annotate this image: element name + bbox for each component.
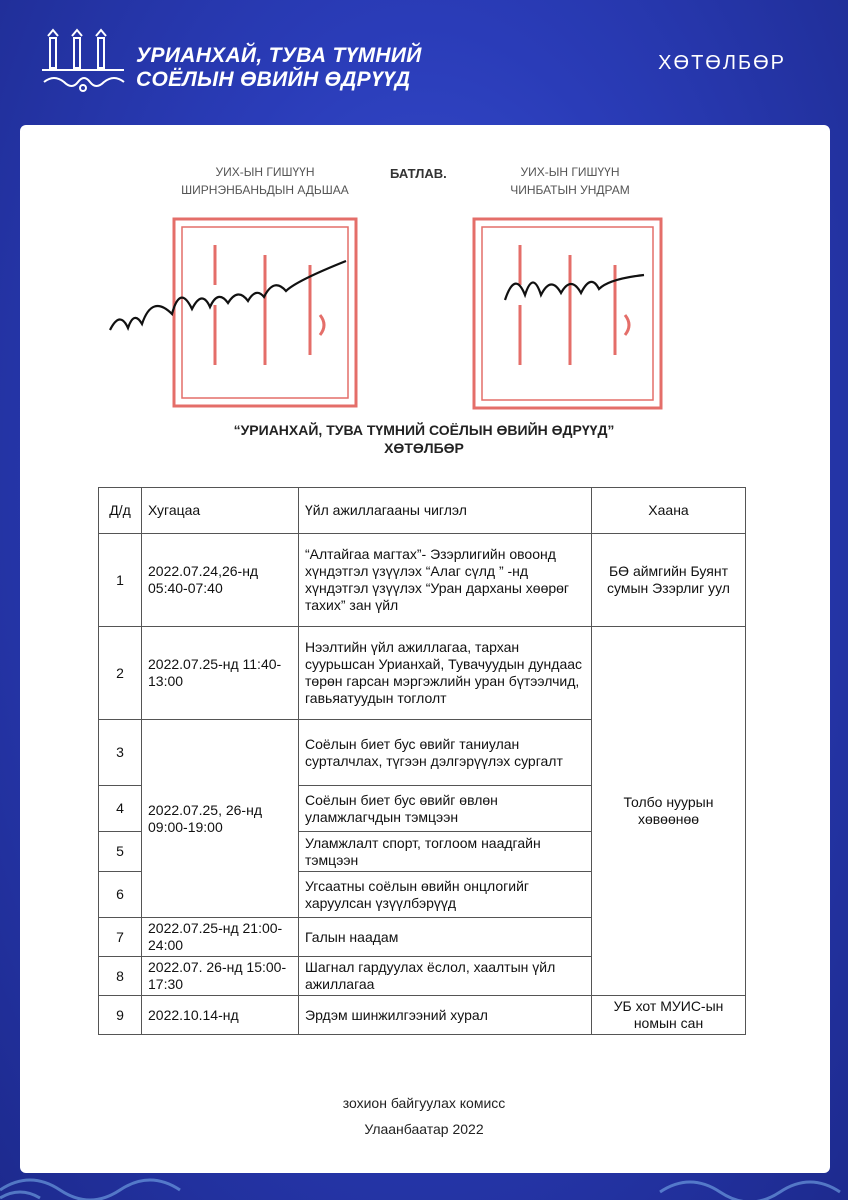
table-row <box>99 627 746 720</box>
brand-line-2: СОЁЛЫН ӨВИЙН ӨДРҮҮД <box>136 68 411 91</box>
row-time: 2022.07.25, 26-нд 09:00-19:00 <box>142 720 299 918</box>
document-title: “УРИАНХАЙ, ТУВА ТҮМНИЙ СОЁЛЫН ӨВИЙН ӨДРҮҮД” <box>233 422 615 438</box>
row-activity: Эрдэм шинжилгээний хурал <box>299 996 592 1035</box>
brand-line-1: УРИАНХАЙ, ТУВА ТҮМНИЙ <box>136 44 422 67</box>
schedule-table <box>98 487 746 1035</box>
row-number: 7 <box>99 918 142 957</box>
row-number: 1 <box>99 534 142 627</box>
row-time: 2022.07.25-нд 11:40-13:00 <box>142 627 299 720</box>
header-place: Хаана <box>592 488 746 534</box>
row-number: 4 <box>99 786 142 832</box>
row-number: 6 <box>99 872 142 918</box>
header-activity: Үйл ажиллагааны чиглэл <box>299 488 592 534</box>
row-activity: Галын наадам <box>299 918 592 957</box>
row-activity: Уламжлалт спорт, тоглоом наадгайн тэмцээн <box>299 832 592 872</box>
decorative-waves-icon <box>0 1110 848 1200</box>
row-time: 2022.10.14-нд <box>142 996 299 1035</box>
document-subtitle: ХӨТӨЛБӨР <box>384 440 464 456</box>
row-place: УБ хот МУИС-ын номын сан <box>592 996 746 1035</box>
row-number: 8 <box>99 957 142 996</box>
right-signatory-name: ЧИНБАТЫН УНДРАМ <box>510 183 630 197</box>
row-number: 5 <box>99 832 142 872</box>
row-place: БӨ аймгийн Буянт сумын Эзэрлиг уул <box>592 534 746 627</box>
footer-location-year: Улаанбаатар 2022 <box>364 1121 484 1137</box>
table-row <box>99 534 746 627</box>
page-header <box>0 0 848 125</box>
left-signatory-name: ШИРНЭНБАНЬДЫН АДЬШАА <box>181 183 349 197</box>
row-time: 2022.07.25-нд 21:00-24:00 <box>142 918 299 957</box>
approve-label: БАТЛАВ. <box>390 166 447 181</box>
row-time: 2022.07. 26-нд 15:00-17:30 <box>142 957 299 996</box>
brand-title <box>136 44 422 92</box>
right-signatory <box>470 163 670 199</box>
left-signatory-title: УИХ-ЫН ГИШҮҮН <box>215 165 315 179</box>
row-activity: Соёлын биет бус өвийг өвлөн уламжлагчдын тэмцээн <box>299 786 592 832</box>
header-program-label: ХӨТӨЛБӨР <box>658 52 786 74</box>
left-signatory <box>150 163 380 199</box>
table-header-row <box>99 488 746 534</box>
row-activity: Угсаатны соёлын өвийн онцлогийг харуулсан үзүүлбэрүүд <box>299 872 592 918</box>
row-number: 3 <box>99 720 142 786</box>
header-number: Д/д <box>99 488 142 534</box>
right-signature-icon <box>500 255 650 315</box>
table-row <box>99 996 746 1035</box>
row-activity: Соёлын биет бус өвийг таниулан сурталчлах, түгээн дэлгэрүүлэх сургалт <box>299 720 592 786</box>
row-number: 2 <box>99 627 142 720</box>
row-activity: “Алтайгаа магтах”- Эзэрлигийн овоонд хүндэтгэл үзүүлэх “Алаг сүлд ” -нд хүндэтгэл үзүүлэх “Уран дарханы хөөрөг тахих” зан үйл <box>299 534 592 627</box>
footer-committee: зохион байгуулах комисс <box>342 1095 506 1111</box>
row-activity: Шагнал гардуулах ёслол, хаалтын үйл ажиллагаа <box>299 957 592 996</box>
row-time: 2022.07.24,26-нд 05:40-07:40 <box>142 534 299 627</box>
logo-icon <box>38 26 128 96</box>
right-signatory-title: УИХ-ЫН ГИШҮҮН <box>520 165 620 179</box>
row-place: Толбо нуурын хөвөөнөө <box>592 627 746 996</box>
header-time: Хугацаа <box>142 488 299 534</box>
row-number: 9 <box>99 996 142 1035</box>
row-activity: Нээлтийн үйл ажиллагаа, тархан суурьшсан Урианхай, Тувачуудын дундаас төрөн гарсан мэргэжлийн уран бүтээлчид, гавьяатуудын тоглолт <box>299 627 592 720</box>
left-signature-icon <box>105 260 415 340</box>
